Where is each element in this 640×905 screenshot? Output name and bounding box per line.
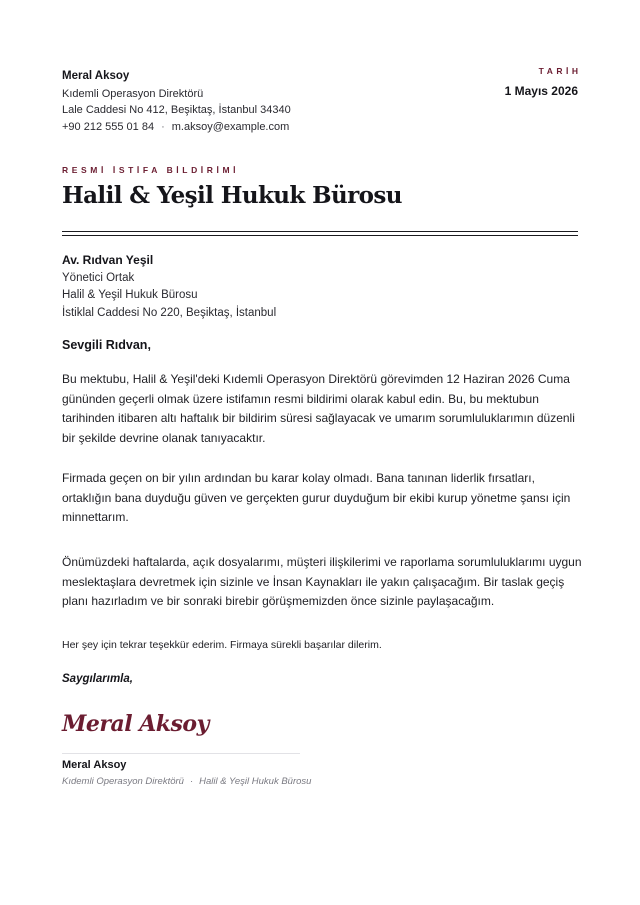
date-label: TARİH — [538, 66, 582, 76]
body-paragraph-2: Firmada geçen on bir yılın ardından bu karar kolay olmadı. Bana tanınan liderlik fırsatları, ortaklığın bana duyduğu güven ve gerçekten gurur duyduğum bir ekibi kurup yönetme şansı için minnettarım. — [62, 471, 571, 524]
sender-phone: +90 212 555 01 84 — [62, 120, 155, 133]
body-paragraph-1: Bu mektubu, Halil & Yeşil'deki Kıdemli Operasyon Direktörü görevimden 12 Haziran 2026 Cuma gününden geçerli olmak üzere istifamın resmi bildirimi olarak kabul edin. Bu, bu mektubun tarihinden itibaren altı haftalık bir bildirim süresi sağlayacak ve umarım sorumluluklarımın düzenli bir şekilde devrine olanak tanıyacaktır. — [62, 372, 575, 445]
body-paragraph-4: Her şey için tekrar teşekkür ederim. Firmaya sürekli başarılar dilerim. — [62, 639, 382, 651]
salutation: Sevgili Rıdvan, — [62, 338, 151, 352]
signer-title: Kıdemli Operasyon Direktörü — [62, 776, 184, 787]
sender-address: Lale Caddesi No 412, Beşiktaş, İstanbul 34340 — [62, 104, 291, 116]
sender-email: m.aksoy@example.com — [171, 120, 290, 133]
recipient-company: Halil & Yeşil Hukuk Bürosu — [62, 289, 198, 301]
sender-contact — [62, 119, 291, 136]
signature-divider — [62, 753, 300, 754]
signer-separator: · — [189, 776, 194, 787]
recipient-name: Av. Rıdvan Yeşil — [62, 253, 154, 267]
signer-block — [62, 759, 311, 787]
contact-separator: · — [161, 120, 165, 133]
signer-company: Halil & Yeşil Hukuk Bürosu — [199, 776, 312, 787]
header-divider-thick — [62, 231, 578, 232]
recipient-title: Yönetici Ortak — [62, 271, 135, 284]
date-block — [504, 66, 582, 98]
header-divider-thin — [62, 235, 578, 236]
sender-name: Meral Aksoy — [62, 70, 130, 82]
body-paragraph-3: Önümüzdeki haftalarda, açık dosyalarımı, müşteri ilişkilerimi ve raporlama sorumluluklarımı uygun meslektaşlara devretmek için sizinle ve İnsan Kaynakları ile yakın çalışacağım. Bir taslak geçiş planı hazırladım ve bir sonraki birebir görüşmemizden önce sizinle paylaşacağım. — [62, 555, 582, 608]
recipient-block — [62, 252, 276, 322]
sender-block — [62, 68, 291, 135]
sender-title: Kıdemli Operasyon Direktörü — [62, 87, 204, 100]
firm-title: Halil & Yeşil Hukuk Bürosu — [62, 182, 402, 209]
handwritten-signature: Meral Aksoy — [62, 711, 209, 737]
document-kicker: RESMİ İSTİFA BİLDİRİMİ — [62, 165, 240, 175]
date-value: 1 Mayıs 2026 — [504, 84, 578, 98]
signer-name: Meral Aksoy — [62, 759, 127, 771]
signer-meta — [62, 776, 311, 787]
recipient-address: İstiklal Caddesi No 220, Beşiktaş, İstanbul — [62, 306, 277, 319]
closing: Saygılarımla, — [62, 673, 133, 685]
